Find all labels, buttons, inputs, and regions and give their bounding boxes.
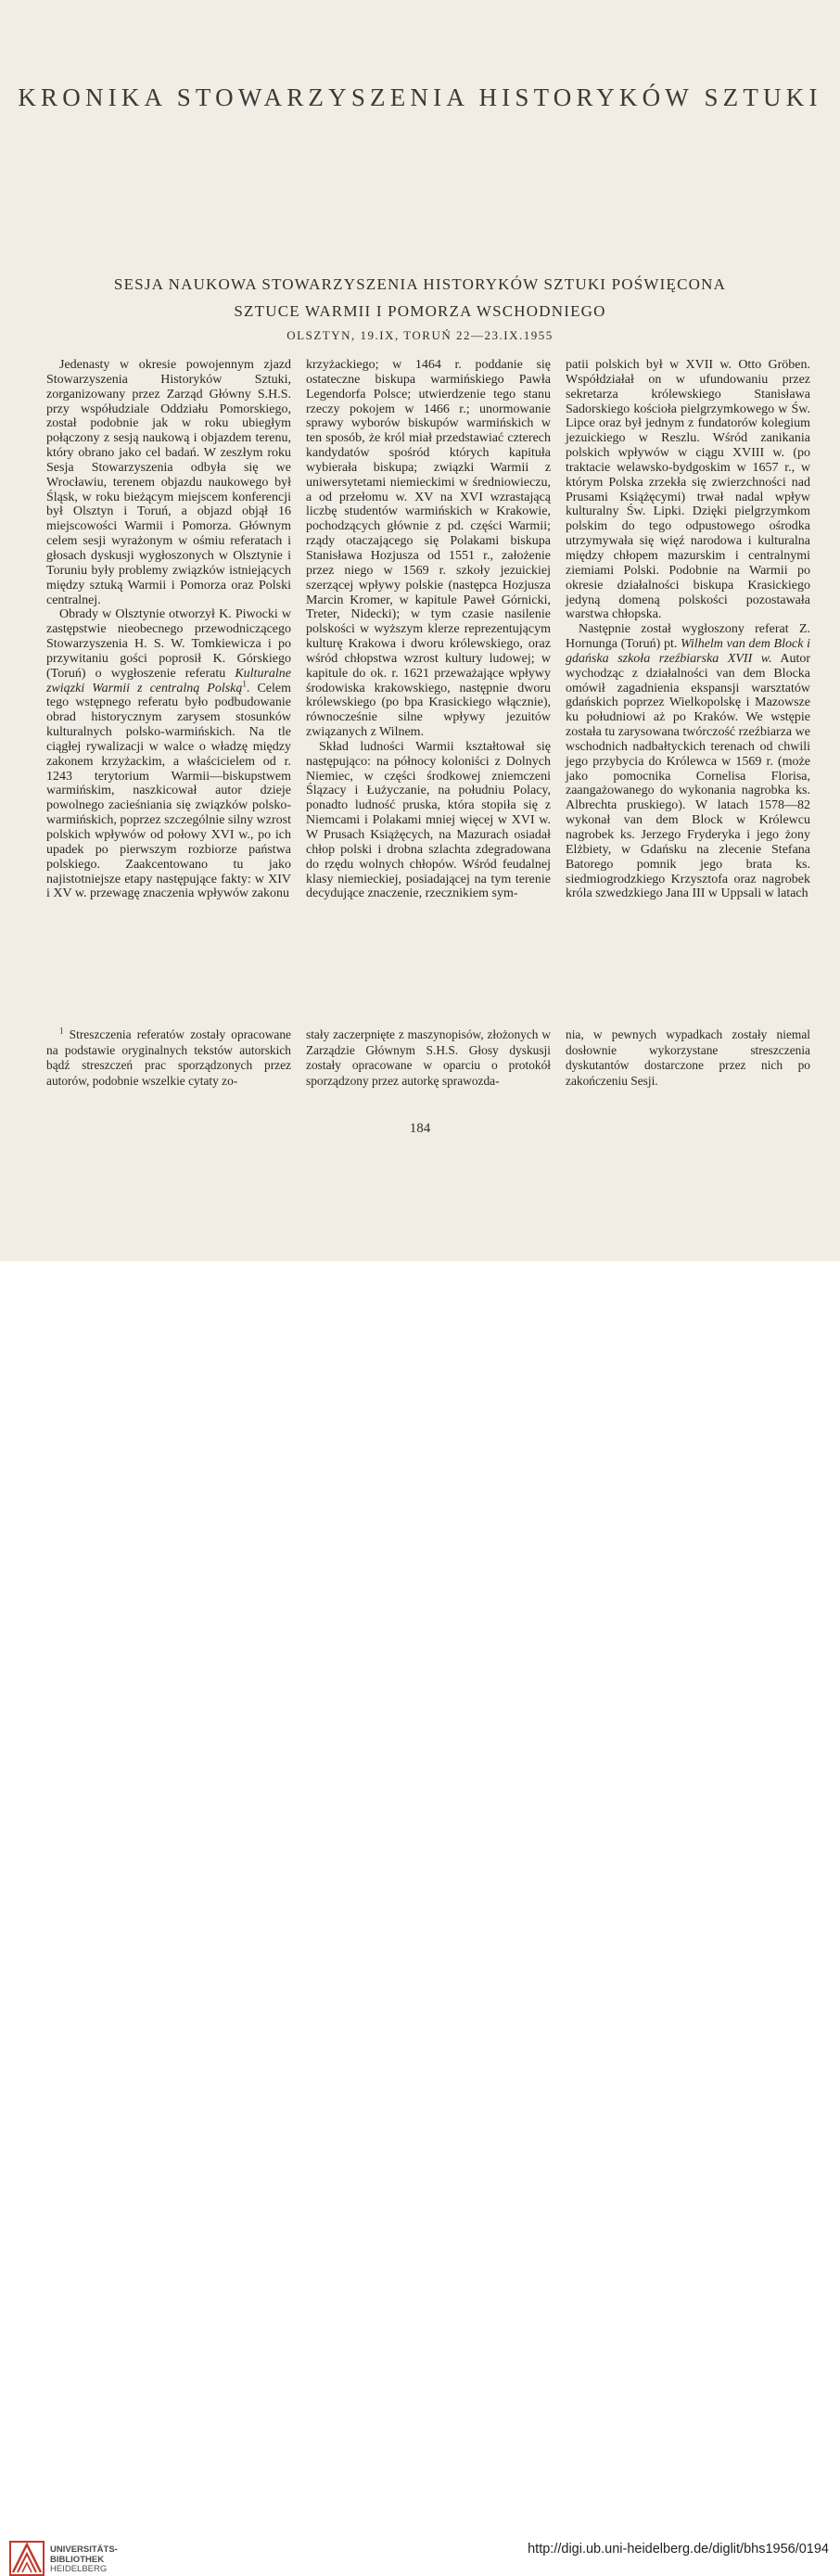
library-name-line: HEIDELBERG xyxy=(50,2564,108,2574)
paragraph-text: . Celem tego wstępnego referatu było podbudowanie obrad historycznym zarysem stosunków kulturalnych polsko-warmińskich. Na tle ciągłej rywalizacji w walce o władzę między zakonem krzyżackim, a właścicielem od r. 1243 terytorium Warmii—biskupstwem warmińskim, naszkicował autor dzieje powolnego zacieśniania się związków polsko-warmińskich, poprzez szczególnie silny wzrost polskich wpływów od połowy XVI w., po ich upadek po pierwszym rozbiorze państwa polskiego. Zaakcentowano tu jako najistotniejsze etapy następujące fakty: w XIV i XV w. przewagę znaczenia wpływów zakonu xyxy=(46,681,291,901)
referat-title: Kulturalne związki Warmii z centralną Polską xyxy=(46,666,291,695)
paragraph-text: Następnie został wygłoszony referat Z. Hornunga (Toruń) pt. xyxy=(566,622,810,652)
paragraph: krzyżackiego; w 1464 r. poddanie się ostateczne biskupa warmińskiego Pawła Legendorfa Polsce; utwierdzenie tego stanu rzeczy pokojem w 1466 r.; unormowanie sprawy wyborów biskupów warmińskich w ten sposób, że król miał przedstawiać czterech kandydatów spośród których kapituła wybierała biskupa; związki Warmii z uniwersytetami niemieckimi w średniowieczu, a od przełomu w. XV na XVI wzrastającą liczbę studentów warmińskich w Krakowie, pochodzących głównie z pd. części Warmii; rządy otaczającego się Polakami biskupa Stanisława Hozjusza od 1551 r., założenie przez niego w 1569 r. szkoły jezuickiej szerzącej wpływy polskie (następca Hozjusza Marcin Kromer, w kapitule Paweł Górnicki, Treter, Nidecki); w tym czasie nasilenie polskości w wyższym klerze reprezentującym kulturę Krakowa i dworu królewskiego, oraz wśród chłopstwa wzrost kultury ludowej; w kapitule do ok. r. 1621 przeważające wpływy środowiska krakowskiego, następnie dworu królewskiego (po bpa Krasickiego włącznie), równocześnie silne wpływy jezuitów związanych z Wilnem. xyxy=(306,358,551,740)
footnote-part-3: nia, w pewnych wypadkach zostały niemal dosłownie wykorzystane streszczenia dyskutantów dostarczone przez nich po zakończeniu Sesji. xyxy=(566,1027,810,1088)
article-title-line1: SESJA NAUKOWA STOWARZYSZENIA HISTORYKÓW SZTUKI POŚWIĘCONA xyxy=(113,275,727,293)
page-number: 184 xyxy=(409,1121,431,1136)
source-url-link[interactable]: http://digi.ub.uni-heidelberg.de/diglit/bhs1956/0194 xyxy=(528,2542,829,2557)
paragraph: patii polskich był w XVII w. Otto Gröben. Współdziałał on w ufundowaniu przez sekretarza królewskiego Stanisława Sadorskiego kościoła pielgrzymkowego w Św. Lipce oraz był jednym z fundatorów kolegium jezuickiego w Reszlu. Wśród zanikania polskich wpływów w ciągu XVIII w. (po traktacie welawsko-bydgoskim w 1657 r., w którym Polska zrzekła się zwierzchności nad Prusami Książęcymi) trwał nadal wpływ kulturalny Św. Lipki. Dzięki pielgrzymkom polskim do tego odpustowego ośrodka utrzymywała się więź narodowa i kulturalna między chłopem mazurskim i centralnymi ziemiami Polski. Podobnie na Warmii po okresie działalności biskupa Krasickiego jedyną domeną polskości pozostawała warstwa chłopska. xyxy=(566,358,810,622)
library-name xyxy=(50,2545,118,2575)
text-column-3 xyxy=(566,358,810,901)
article-title-line2: SZTUCE WARMII I POMORZA WSCHODNIEGO xyxy=(234,302,606,320)
scanned-page xyxy=(0,0,840,1261)
running-head: KRONIKA STOWARZYSZENIA HISTORYKÓW SZTUKI xyxy=(18,83,822,111)
paragraph: Jedenasty w okresie powojennym zjazd Stowarzyszenia Historyków Sztuki, zorganizowany przez Zarząd Główny S.H.S. przy współudziale Oddziału Pomorskiego, został podobnie jak w roku ubiegłym połączony z sesją naukową i objazdem terenu, który obrano jako cel badań. W zeszłym roku Sesja Stowarzyszenia odbyła się we Wrocławiu, terenem objazdu naukowego był Śląsk, w roku bieżącym miejscem konferencji był Olsztyn i Toruń, a objazd objął 16 miejscowości Warmii i Pomorza. Głównym celem sesji wyrażonym w ośmiu referatach i głosach dyskusji wygłoszonych w Olsztynie i Toruniu były problemy związków istniejących między sztuką Warmii i Pomorza oraz Polski centralnej. xyxy=(46,358,291,607)
digitization-footer xyxy=(0,1261,840,2574)
text-column-2 xyxy=(306,358,551,901)
paragraph xyxy=(46,607,291,901)
library-name-line: UNIVERSITÄTS- xyxy=(50,2544,118,2555)
footnote-part-2: stały zaczerpnięte z maszynopisów, złożonych w Zarządzie Głównym S.H.S. Głosy dyskusji zostały opracowane w oparciu o protokół sporządzony przez autorkę sprawozda- xyxy=(306,1027,551,1088)
footnote-part-1 xyxy=(46,1027,291,1089)
footnote-mark: 1 xyxy=(59,1026,64,1036)
library-name-line: BIBLIOTHEK xyxy=(50,2554,105,2565)
footnote-text: Streszczenia referatów zostały opracowane na podstawie oryginalnych tekstów autorskich bądź streszczeń prac sporządzonych przez autorów, podobnie wszelkie cytaty zo- xyxy=(46,1027,291,1088)
paragraph: Skład ludności Warmii kształtował się następująco: na północy koloniści z Dolnych Niemiec, w części środkowej zniemczeni Ślązacy i Łużyczanie, na południu Polacy, ponadto ludność pruska, która stopiła się z Niemcami i Polakami mniej więcej w XVI w. W Prusach Książęcych, na Mazurach osiadał chłop polski i drobna szlachta zdegradowana do rzędu wolnych chłopów. Wśród feudalnej klasy niemieckiej, posiadającej na tym terenie decydujące znaczenie, rzecznikiem sym- xyxy=(306,739,551,901)
referat-title: Wilhelm van dem Block i gdańska szkoła rzeźbiarska XVII w. xyxy=(566,637,810,666)
paragraph xyxy=(566,622,810,901)
library-logo-icon xyxy=(9,2541,45,2576)
paragraph-text: Autor wychodząc z działalności van dem Blocka omówił zagadnienia ekspansji warsztatów gdańskich poprzez Wielkopolskę i Mazowsze ku południowi aż po Kraków. We wstępie została tu zarysowana twórczość rzeźbiarza we wschodnich nadbałtyckich terenach od chwili jego przybycia do Królewca w 1569 r. (może jako pomocnika Cornelisa Florisa, zaangażowanego do wykonania nagrobka ks. Albrechta pruskiego). W latach 1578—82 wykonał van dem Block w Królewcu nagrobek ks. Jerzego Fryderyka i jego żony Elżbiety, w Gdańsku na zlecenie Stefana Batorego pomnik jego brata ks. siedmiogrodzkiego Krzysztofa oraz nagrobek króla szwedzkiego Jana III w Uppsali w latach xyxy=(566,651,810,901)
article-dateline: OLSZTYN, 19.IX, TORUŃ 22—23.IX.1955 xyxy=(286,328,554,342)
footnote-ref: 1 xyxy=(242,678,247,688)
text-column-1 xyxy=(46,358,291,901)
paragraph-text: Obrady w Olsztynie otworzył K. Piwocki w zastępstwie nieobecnego przewodniczącego Stowarzyszenia H. S. W. Tomkiewicza i po przywitaniu gości poprosił K. Górskiego (Toruń) o wygłoszenie referatu xyxy=(46,607,291,681)
